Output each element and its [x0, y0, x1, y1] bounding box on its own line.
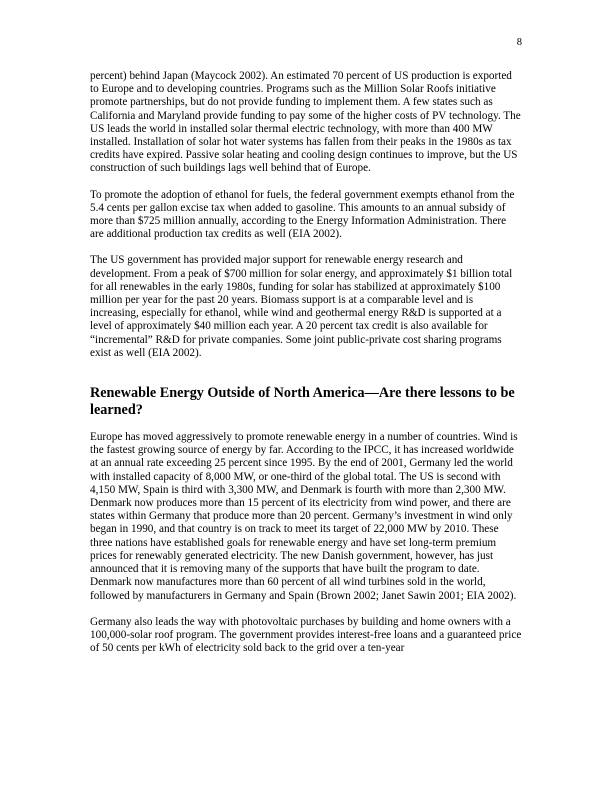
- document-body: [90, 70, 522, 668]
- page-number: 8: [516, 37, 522, 48]
- paragraph-europe-wind: Europe has moved aggressively to promote renewable energy in a number of countries. Wind is the fastest growing source of energy by far. According to the IPCC, it has increased worldwide at an annual rate exceeding 25 percent since 1995. By the end of 2001, Germany led the world with installed capacity of 8,000 MW, or one-third of the global total. The US is second with 4,150 MW, Spain is third with 3,300 MW, and Denmark is fourth with more than 2,300 MW. Denmark now produces more than 15 percent of its electricity from wind power, and there are states within Germany that produce more than 20 percent. Germany’s investment in wind only began in 1990, and that country is on track to meet its target of 22,000 MW by 2010. These three nations have established goals for renewable energy and have set long-term premium prices for renewably generated electricity. The new Danish government, however, has just announced that it is removing many of the supports that have built the program to date. Denmark now manufactures more than 60 percent of all wind turbines sold in the world, followed by manufacturers in Germany and Spain (Brown 2002; Janet Sawin 2001; EIA 2002).: [90, 431, 518, 602]
- paragraph-rd-funding: The US government has provided major support for renewable energy research and development. From a peak of $700 million for solar energy, and approximately $1 billion total for all renewables in the early 1980s, funding for solar has stabilized at approximately $100 million per year for the past 20 years. Biomass support is at a comparable level and is increasing, especially for ethanol, while wind and geothermal energy R&D is supported at a level of approximately $40 million each year. A 20 percent tax credit is also available for “incremental” R&D for private companies. Some joint public-private cost sharing programs exist as well (EIA 2002).: [90, 254, 513, 359]
- paragraph-germany-pv: Germany also leads the way with photovoltaic purchases by building and home owners with a 100,000-solar roof program. The government provides interest-free loans and a guaranteed price of 50 cents per kWh of electricity sold back to the grid over a ten-year: [90, 615, 522, 655]
- section-heading: Renewable Energy Outside of North America—Are there lessons to be learned?: [90, 385, 515, 418]
- paragraph-solar-pv: percent) behind Japan (Maycock 2002). An estimated 70 percent of US production is exported to Europe and to developing countries. Programs such as the Million Solar Roofs initiative promote partnerships, but do not provide funding to implement them. A few states such as California and Maryland provide funding to pay some of the higher costs of PV technology. The US leads the world in installed solar thermal electric technology, with more than 400 MW installed. Installation of solar hot water systems has fallen from their peaks in the 1980s as tax credits have expired. Passive solar heating and cooling design continues to improve, but the US construction of such buildings lags well behind that of Europe.: [90, 70, 521, 175]
- paragraph-ethanol: To promote the adoption of ethanol for fuels, the federal government exempts ethanol from the 5.4 cents per gallon excise tax when added to gasoline. This amounts to an annual subsidy of more than $725 million annually, according to the Energy Information Administration. There are additional production tax credits as well (EIA 2002).: [90, 188, 515, 241]
